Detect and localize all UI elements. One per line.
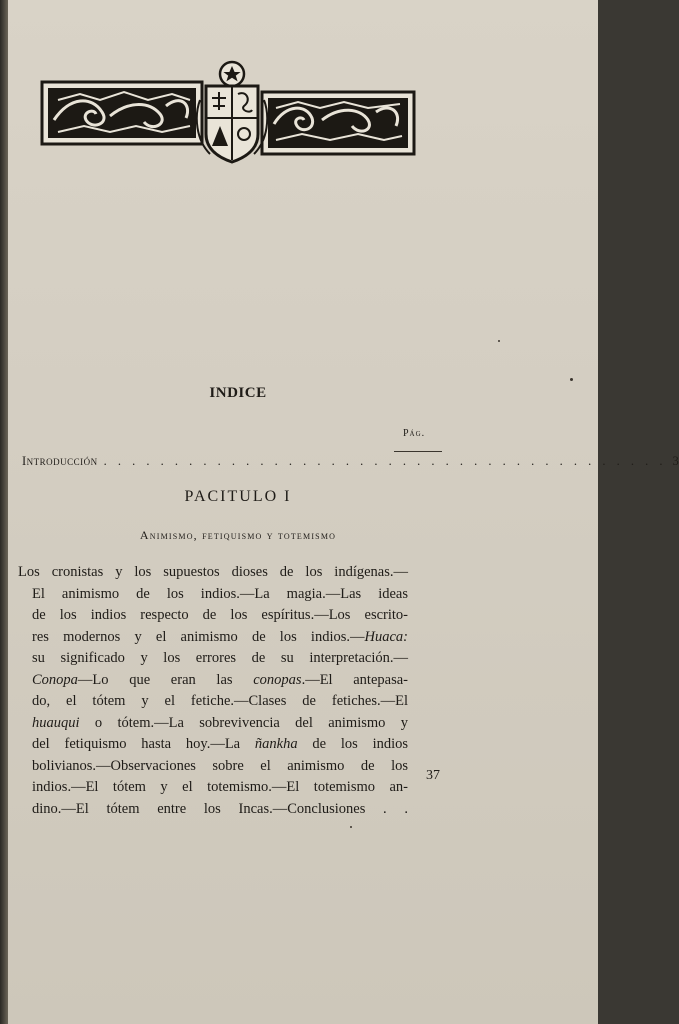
toc-entry-label: Introducción bbox=[22, 454, 98, 468]
summary-line: su significado y los errores de su interpretación.— bbox=[32, 650, 408, 666]
toc-entry-introduction[interactable] bbox=[22, 454, 679, 469]
summary-line: res modernos y el animismo de los indios.—Huaca: bbox=[32, 628, 408, 645]
decorative-headpiece-emblem bbox=[40, 60, 416, 164]
chapter-title: PACITULO I bbox=[184, 488, 292, 505]
summary-line: de los indios respecto de los espíritus.—Los escrito- bbox=[32, 607, 408, 623]
book-spine-edge bbox=[0, 0, 8, 1024]
italic-term-nankha: ñankha bbox=[254, 736, 298, 752]
summary-line: del fetiquismo hasta hoy.—La ñankha de los indios bbox=[32, 736, 409, 752]
summary-line: dino.—El tótem entre los Incas.—Conclusiones . . bbox=[32, 800, 408, 817]
summary-line: El animismo de los indios.—La magia.—Las ideas bbox=[32, 585, 408, 602]
italic-term-huauqui: huauqui bbox=[32, 714, 80, 731]
toc-leader-dots: . . . . . . . . . . . . . . . . . . . . . . . . . . . . . . . . . . . . . . . . bbox=[103, 454, 667, 468]
page-column-label: Pág. bbox=[403, 428, 426, 439]
chapter-subtitle: Animismo, fetiquismo y totemismo bbox=[139, 528, 337, 542]
summary-line: do, el tótem y el fetiche.—Clases de fetiches.—El bbox=[32, 693, 408, 709]
paper-speck bbox=[570, 378, 573, 381]
italic-term-conopas: conopas bbox=[253, 671, 302, 688]
index-heading: INDICE bbox=[209, 385, 267, 401]
paper-speck bbox=[350, 826, 352, 828]
book-page bbox=[8, 0, 679, 1024]
summary-line: Conopa—Lo que eran las conopas.—El antepasa- bbox=[32, 671, 408, 688]
italic-term-conopa: Conopa bbox=[32, 671, 78, 688]
summary-line: Los cronistas y los supuestos dioses de los indígenas.— bbox=[18, 564, 408, 580]
paper-speck bbox=[498, 340, 500, 342]
chapter-summary-text bbox=[18, 562, 408, 820]
summary-line: indios.—El tótem y el totemismo.—El totemismo an- bbox=[32, 779, 408, 795]
italic-term-huaca: Huaca: bbox=[364, 628, 408, 645]
summary-line: bolivianos.—Observaciones sobre el animismo de los bbox=[32, 757, 408, 774]
page-column-rule bbox=[394, 451, 442, 452]
chapter-page-number: 37 bbox=[426, 768, 440, 783]
summary-line: huauqui o tótem.—La sobrevivencia del animismo y bbox=[32, 714, 409, 731]
toc-entry-page: 3 bbox=[672, 454, 679, 468]
